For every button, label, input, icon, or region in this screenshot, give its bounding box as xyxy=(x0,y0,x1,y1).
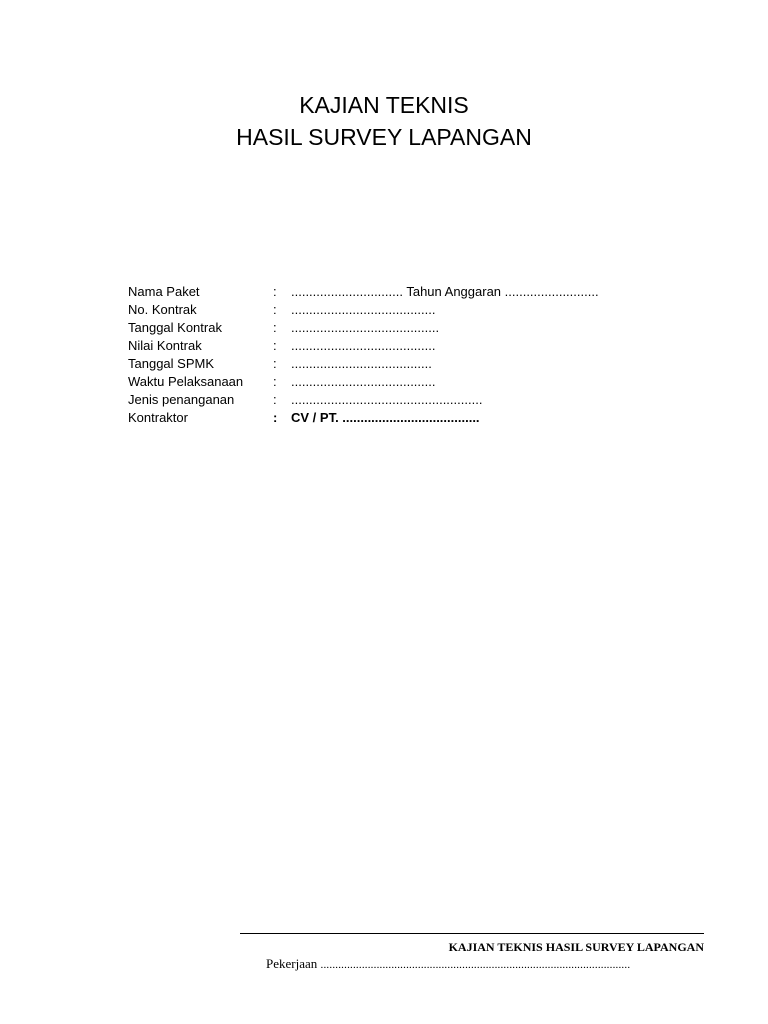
info-colon: : xyxy=(273,338,277,353)
info-colon: : xyxy=(273,284,277,299)
info-row-nilai-kontrak xyxy=(128,337,688,355)
info-value: CV / PT. ...................................... xyxy=(291,410,480,425)
info-label: Nilai Kontrak xyxy=(128,338,202,353)
footer-pekerjaan-label: Pekerjaan xyxy=(266,956,318,971)
info-colon: : xyxy=(273,392,277,407)
info-value: ......................................... xyxy=(291,320,440,335)
footer-pekerjaan xyxy=(266,955,630,974)
info-row-waktu-pelaksanaan xyxy=(128,373,688,391)
info-label: Nama Paket xyxy=(128,284,200,299)
info-label: Jenis penanganan xyxy=(128,392,235,407)
info-row-kontraktor xyxy=(128,409,688,427)
document-title-line-2: HASIL SURVEY LAPANGAN xyxy=(236,124,532,150)
info-colon: : xyxy=(273,302,277,317)
info-label: Tanggal SPMK xyxy=(128,356,214,371)
contract-info-table xyxy=(128,283,688,427)
info-row-nama-paket xyxy=(128,283,688,301)
info-row-jenis-penanganan xyxy=(128,391,688,409)
info-label: Tanggal Kontrak xyxy=(128,320,222,335)
info-value: ........................................ xyxy=(291,374,436,389)
info-label: Waktu Pelaksanaan xyxy=(128,374,244,389)
info-value: ............................... Tahun Anggaran .......................... xyxy=(291,284,599,299)
info-colon: : xyxy=(273,410,278,425)
info-row-tanggal-spmk xyxy=(128,355,688,373)
footer-title: KAJIAN TEKNIS HASIL SURVEY LAPANGAN xyxy=(448,940,704,954)
info-colon: : xyxy=(273,374,277,389)
info-row-no-kontrak xyxy=(128,301,688,319)
info-value: ..................................................... xyxy=(291,392,483,407)
document-title-line-1: KAJIAN TEKNIS xyxy=(299,92,469,118)
info-row-tanggal-kontrak xyxy=(128,319,688,337)
info-colon: : xyxy=(273,356,277,371)
info-value: ........................................ xyxy=(291,302,436,317)
info-label: Kontraktor xyxy=(128,410,188,425)
info-label: No. Kontrak xyxy=(128,302,197,317)
footer-divider xyxy=(240,933,704,934)
info-colon: : xyxy=(273,320,277,335)
info-value: ........................................ xyxy=(291,338,436,353)
info-value: ....................................... xyxy=(291,356,432,371)
footer-pekerjaan-value: ......................................................................................................... xyxy=(320,959,631,971)
